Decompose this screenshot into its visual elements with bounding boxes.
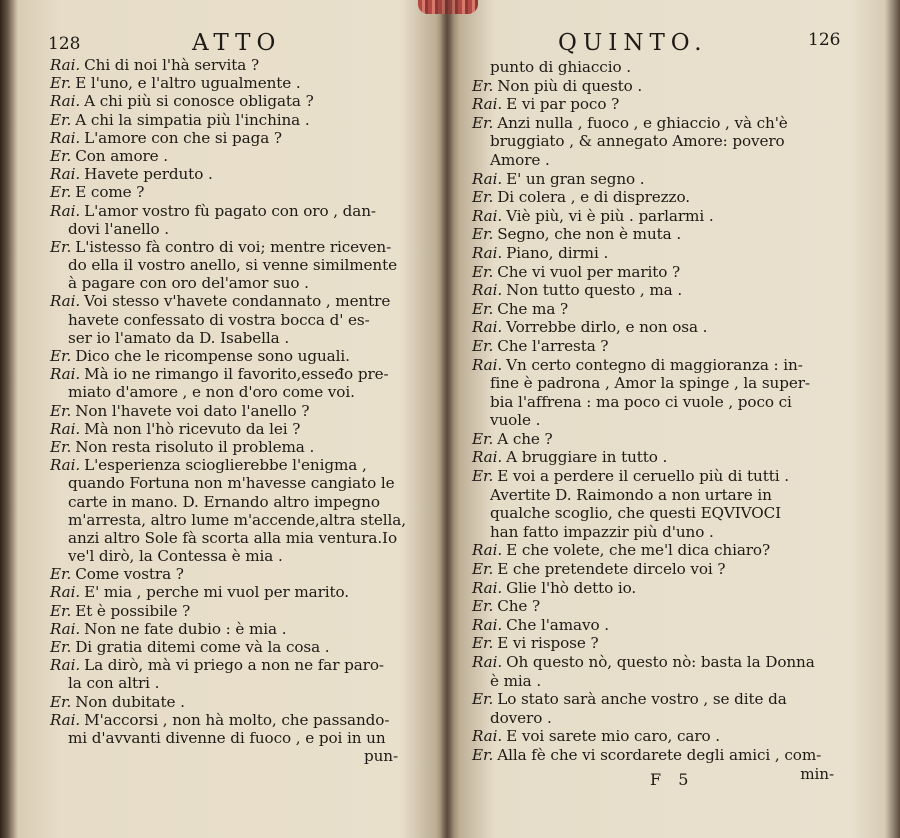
text-line — [472, 504, 870, 523]
book-spine — [436, 0, 460, 838]
text-line — [472, 560, 870, 579]
speaker-label: Er. — [50, 347, 72, 365]
text-line — [50, 456, 434, 474]
speaker-label: Er. — [472, 597, 494, 616]
text-line — [50, 547, 434, 565]
speaker-label: Er. — [50, 638, 72, 656]
line-text: A chi la simpatia più l'inchina . — [75, 110, 310, 129]
catchword: min- — [800, 764, 834, 783]
text-line — [50, 420, 434, 438]
line-text: punto di ghiaccio . — [490, 58, 631, 76]
line-text: Viè più, vi è più . parlarmi . — [506, 206, 714, 225]
text-line — [472, 579, 870, 598]
left-page — [24, 0, 434, 766]
line-text: m'arresta, altro lume m'accende,altra stella, — [68, 510, 406, 529]
text-line — [50, 638, 434, 656]
text-line — [50, 365, 434, 383]
text-line — [472, 709, 870, 728]
line-text: E' un gran segno . — [506, 169, 645, 188]
line-text: Vn certo contegno di maggioranza : in- — [506, 355, 803, 374]
line-text: L'amore con che si paga ? — [84, 128, 282, 147]
speaker-label: Er. — [472, 745, 494, 764]
text-line — [472, 356, 870, 375]
line-text: E' mia , perche mi vuol per marito. — [84, 583, 350, 602]
line-text: E voi a perdere il ceruello più di tutti . — [497, 467, 789, 486]
line-text: carte in mano. D. Ernando altro impegno — [68, 492, 380, 511]
line-text: dovero . — [490, 708, 552, 727]
text-line — [50, 292, 434, 310]
text-line — [50, 111, 434, 129]
line-text: dovi l'anello . — [68, 219, 170, 238]
text-line — [472, 95, 870, 114]
line-text: miato d'amore , e non d'oro come voi. — [68, 383, 355, 402]
line-text: Amore . — [490, 150, 550, 169]
line-text: bruggiato , & annegato Amore: povero — [490, 132, 785, 151]
text-line — [472, 411, 870, 430]
speaker-label: Er. — [472, 560, 494, 579]
left-page-number: 128 — [48, 34, 81, 54]
line-text: la con altri . — [68, 674, 160, 693]
text-line — [50, 620, 434, 638]
text-line — [472, 188, 870, 207]
text-line — [472, 281, 870, 300]
text-line — [472, 616, 870, 635]
line-text: E che volete, che me'l dica chiaro? — [506, 541, 771, 560]
text-line — [50, 565, 434, 583]
line-text: E come ? — [75, 183, 145, 202]
text-line — [472, 207, 870, 226]
speaker-label: Rai. — [472, 727, 503, 746]
text-line — [50, 220, 434, 238]
line-text: havete confessato di vostra bocca d' es- — [68, 310, 370, 329]
speaker-label: Rai. — [50, 456, 81, 475]
speaker-label: Rai. — [472, 615, 503, 634]
speaker-label: Rai. — [50, 710, 81, 729]
text-line — [50, 583, 434, 601]
speaker-label: Er. — [472, 299, 494, 318]
line-text: à pagare con oro del'amor suo . — [68, 274, 309, 293]
text-line — [50, 56, 434, 74]
line-text: Avertite D. Raimondo a non urtare in — [490, 485, 772, 504]
text-line — [472, 151, 870, 170]
speaker-label: Rai. — [50, 201, 81, 220]
line-text: E voi sarete mio caro, caro . — [506, 727, 721, 746]
speaker-label: Er. — [50, 601, 72, 620]
text-line — [472, 690, 870, 709]
text-line — [50, 202, 434, 220]
speaker-label: Rai. — [50, 165, 81, 184]
line-text: Che ? — [497, 597, 541, 616]
left-text-block — [50, 56, 434, 765]
text-line — [472, 374, 870, 393]
speaker-label: Rai. — [50, 56, 81, 74]
text-line — [472, 448, 870, 467]
text-line — [50, 238, 434, 256]
line-text: Non dubitate . — [75, 692, 185, 711]
text-line — [472, 132, 870, 151]
right-page-number: 126 — [808, 30, 841, 50]
catchword: pun- — [363, 747, 398, 766]
speaker-label: Rai. — [472, 653, 503, 671]
speaker-label: Er. — [50, 565, 72, 584]
text-line — [50, 602, 434, 620]
line-text: A chi più si conosce obligata ? — [84, 92, 314, 111]
line-text: quando Fortuna non m'havesse cangiato le — [68, 474, 395, 493]
speaker-label: Er. — [50, 183, 72, 202]
speaker-label: Er. — [50, 401, 72, 420]
line-text: Non ne fate dubio : è mia . — [84, 619, 287, 638]
line-text: Anzi nulla , fuoco , e ghiaccio , và ch'è — [497, 113, 788, 132]
speaker-label: Er. — [472, 429, 494, 448]
right-page-header — [470, 0, 870, 56]
text-line — [472, 746, 870, 765]
line-text: Voi stesso v'havete condannato , mentre — [84, 292, 391, 311]
speaker-label: Rai. — [50, 583, 81, 602]
speaker-label: Er. — [472, 225, 494, 244]
line-text: Di gratia ditemi come và la cosa . — [75, 638, 330, 656]
speaker-label: Rai. — [50, 365, 81, 384]
speaker-label: Er. — [472, 634, 494, 653]
left-running-head: ATTO — [192, 30, 282, 56]
line-text: Non tutto questo , ma . — [506, 281, 683, 300]
line-text: Glie l'hò detto io. — [506, 578, 637, 597]
text-line — [472, 393, 870, 412]
line-text: fine è padrona , Amor la spinge , la super- — [490, 374, 810, 393]
speaker-label: Er. — [472, 467, 494, 486]
speaker-label: Rai. — [472, 206, 503, 225]
speaker-label: Rai. — [472, 169, 503, 188]
text-line — [472, 634, 870, 653]
text-line — [472, 225, 870, 244]
text-line — [50, 529, 434, 547]
speaker-label: Er. — [50, 74, 72, 93]
line-text: Non resta risoluto il problema . — [75, 437, 315, 456]
speaker-label: Rai. — [472, 448, 503, 467]
text-line — [472, 430, 870, 449]
line-text: han fatto impazzir più d'uno . — [490, 522, 714, 541]
speaker-label: Er. — [472, 262, 494, 281]
text-line — [50, 256, 434, 274]
line-text: Che l'amavo . — [506, 615, 609, 634]
text-line — [472, 727, 870, 746]
speaker-label: Rai. — [472, 95, 503, 114]
text-line — [50, 183, 434, 201]
speaker-label: Rai. — [50, 419, 81, 438]
speaker-label: Rai. — [472, 318, 503, 337]
text-line — [50, 274, 434, 292]
line-text: vuole . — [490, 411, 541, 430]
speaker-label: Er. — [50, 437, 72, 456]
speaker-label: Er. — [472, 188, 494, 207]
line-text: Che vi vuol per marito ? — [497, 262, 681, 281]
speaker-label: Rai. — [50, 128, 81, 147]
line-text: Con amore . — [75, 146, 168, 165]
text-line — [50, 693, 434, 711]
line-text: Non più di questo . — [497, 76, 643, 95]
text-line — [50, 311, 434, 329]
text-line — [50, 729, 434, 747]
text-line — [50, 402, 434, 420]
line-text: Non l'havete voi dato l'anello ? — [75, 401, 310, 420]
line-text: E vi par poco ? — [506, 95, 620, 114]
text-line — [50, 656, 434, 674]
line-text: Dico che le ricompense sono uguali. — [75, 347, 350, 365]
speaker-label: Rai. — [472, 243, 503, 262]
line-text: M'accorsi , non hà molto, che passando- — [84, 710, 390, 729]
text-line — [472, 114, 870, 133]
line-text: Et è possibile ? — [75, 601, 191, 620]
line-text: A che ? — [497, 429, 553, 448]
text-line — [472, 597, 870, 616]
line-text: Mà non l'hò ricevuto da lei ? — [84, 419, 301, 438]
text-line — [472, 77, 870, 96]
text-line — [50, 92, 434, 110]
text-line — [472, 170, 870, 189]
text-line — [50, 674, 434, 692]
line-text: anzi altro Sole fà scorta alla mia ventura.Io — [68, 528, 397, 547]
speaker-label: Er. — [472, 690, 494, 709]
text-line — [50, 474, 434, 492]
text-line — [472, 263, 870, 282]
text-line — [50, 147, 434, 165]
line-text: bia l'affrena : ma poco ci vuole , poco ci — [490, 392, 792, 411]
line-text: E vi rispose ? — [497, 634, 599, 653]
text-line — [472, 541, 870, 560]
right-text-block — [472, 58, 870, 783]
speaker-label: Er. — [472, 113, 494, 132]
text-line — [50, 711, 434, 729]
line-text: L'amor vostro fù pagato con oro , dan- — [84, 201, 376, 220]
line-text: La dirò, mà vi priego a non ne far paro- — [84, 656, 384, 675]
line-text: mi d'avvanti divenne di fuoco , e poi in un — [68, 728, 386, 747]
text-line — [50, 383, 434, 401]
speaker-label: Er. — [472, 76, 494, 95]
text-line — [50, 493, 434, 511]
line-text: do ella il vostro anello, si venne similmente — [68, 256, 397, 275]
speaker-label: Rai. — [50, 656, 81, 675]
line-text: qualche scoglio, che questi EQVIVOCI — [490, 504, 782, 523]
right-running-head: QUINTO. — [558, 30, 708, 56]
speaker-label: Rai. — [50, 619, 81, 638]
text-line — [472, 337, 870, 356]
speaker-label: Er. — [472, 336, 494, 355]
line-text: Piano, dirmi . — [506, 243, 609, 262]
line-text: è mia . — [490, 671, 542, 690]
speaker-label: Er. — [50, 237, 72, 256]
text-line — [50, 74, 434, 92]
text-line — [50, 129, 434, 147]
text-line — [472, 523, 870, 542]
text-line — [472, 244, 870, 263]
speaker-label: Rai. — [472, 281, 503, 300]
text-line — [472, 653, 870, 672]
line-text: Di colera , e di disprezzo. — [497, 188, 690, 207]
text-line — [50, 438, 434, 456]
line-text: L'istesso fà contro di voi; mentre riceven- — [75, 237, 392, 256]
line-text: Che ma ? — [497, 299, 569, 318]
text-line — [472, 486, 870, 505]
speaker-label: Rai. — [50, 92, 81, 111]
line-text: A bruggiare in tutto . — [506, 448, 668, 467]
speaker-label: Rai. — [50, 292, 81, 311]
speaker-label: Er. — [50, 692, 72, 711]
text-line — [472, 318, 870, 337]
text-line — [472, 58, 870, 77]
text-line — [50, 165, 434, 183]
speaker-label: Rai. — [472, 578, 503, 597]
line-text: Alla fè che vi scordarete degli amici , com- — [497, 745, 822, 764]
line-text: Chi di noi l'hà servita ? — [84, 56, 260, 74]
text-line — [472, 672, 870, 691]
line-text: Lo stato sarà anche vostro , se dite da — [497, 690, 787, 709]
text-line — [472, 467, 870, 486]
line-text: Come vostra ? — [75, 565, 184, 584]
line-text: Mà io ne rimango il favorito,esseđo pre- — [84, 365, 389, 384]
line-text: E l'uno, e l'altro ugualmente . — [75, 74, 301, 93]
text-line — [50, 329, 434, 347]
line-text: Segno, che non è muta . — [497, 225, 682, 244]
text-line — [472, 300, 870, 319]
speaker-label: Er. — [50, 110, 72, 129]
line-text: Vorrebbe dirlo, e non osa . — [506, 318, 708, 337]
line-text: ve'l dirò, la Contessa è mia . — [68, 547, 283, 566]
text-line — [50, 347, 434, 365]
line-text: ser io l'amato da D. Isabella . — [68, 328, 290, 347]
speaker-label: Rai. — [472, 355, 503, 374]
line-text: L'esperienza scioglierebbe l'enigma , — [84, 456, 367, 475]
line-text: Havete perduto . — [84, 165, 213, 184]
speaker-label: Er. — [50, 146, 72, 165]
speaker-label: Rai. — [472, 541, 503, 560]
right-page — [470, 0, 870, 789]
line-text: Che l'arresta ? — [497, 336, 609, 355]
line-text: E che pretendete dircelo voi ? — [497, 560, 726, 579]
left-page-header — [24, 0, 434, 56]
signature-mark: F 5 — [650, 770, 695, 789]
text-line — [50, 511, 434, 529]
line-text: Oh questo nò, questo nò: basta la Donna — [506, 653, 815, 671]
